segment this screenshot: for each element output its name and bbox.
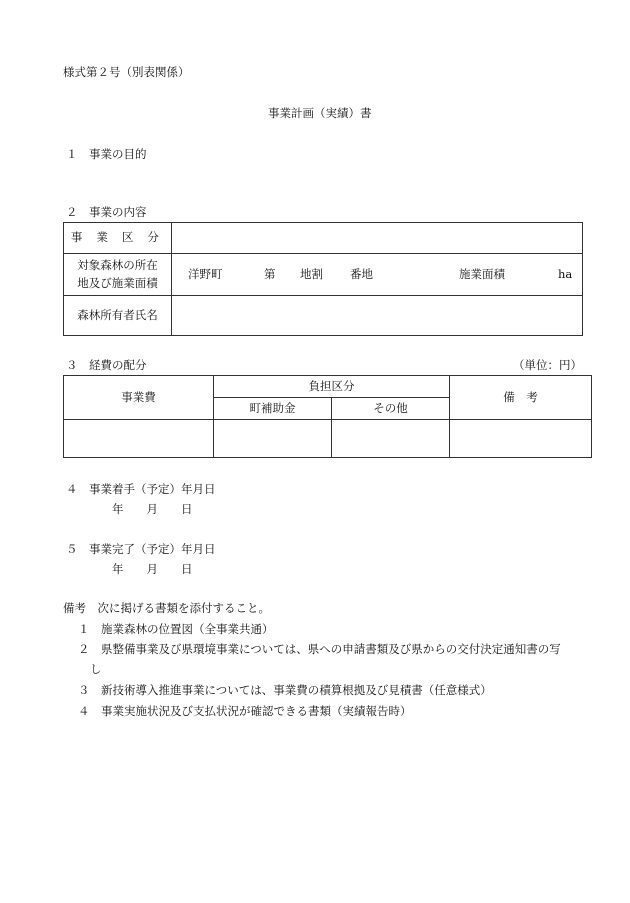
area-unit: ha xyxy=(558,266,573,281)
notes-item: １ 施業森林の位置図（全事業共通） xyxy=(78,622,274,636)
notes-item: ２ 県整備事業及び県環境事業については、県への申請書類及び県からの交付決定通知書の写 xyxy=(78,642,561,656)
business-content-table xyxy=(63,222,583,336)
subsidy-value[interactable] xyxy=(214,420,332,458)
remarks-value[interactable] xyxy=(450,420,592,458)
burden-header: 負担区分 xyxy=(214,376,450,398)
business-category-value[interactable] xyxy=(172,223,583,254)
location-value[interactable] xyxy=(172,254,583,296)
location-label: 対象森林の所在 地及び施業面積 xyxy=(64,254,172,296)
form-number: 様式第２号（別表関係） xyxy=(63,65,190,79)
notes-item-continuation: し xyxy=(90,662,102,676)
table-row xyxy=(64,296,583,336)
table-row xyxy=(64,254,583,296)
section4-date: 年 月 日 xyxy=(112,502,193,516)
section2-heading: ２ 事業の内容 xyxy=(66,205,147,219)
other-header: その他 xyxy=(332,398,450,420)
owner-label: 森林所有者氏名 xyxy=(64,296,172,336)
cost-value[interactable] xyxy=(64,420,214,458)
area-label: 施業面積 xyxy=(459,266,505,281)
notes-lead: 備考 次に掲げる書類を添付すること。 xyxy=(63,601,270,615)
remarks-header: 備 考 xyxy=(450,376,592,420)
dai-label: 第 xyxy=(264,266,276,281)
chiwari-label: 地割 xyxy=(300,266,323,281)
notes-item: ３ 新技術導入推進事業については、事業費の積算根拠及び見積書（任意様式） xyxy=(78,683,492,697)
unit-note: （単位：円） xyxy=(513,358,582,372)
cost-allocation-table xyxy=(63,375,592,458)
cost-header: 事業費 xyxy=(64,376,214,420)
section3-heading: ３ 経費の配分 xyxy=(66,358,147,372)
subsidy-header: 町補助金 xyxy=(214,398,332,420)
table-row xyxy=(64,376,592,398)
section5-date: 年 月 日 xyxy=(112,562,193,576)
table-row xyxy=(64,223,583,254)
business-category-label: 事 業 区 分 xyxy=(64,223,172,254)
section1-heading: １ 事業の目的 xyxy=(66,147,147,161)
document-title: 事業計画（実績）書 xyxy=(268,106,372,120)
other-value[interactable] xyxy=(332,420,450,458)
banchi-label: 番地 xyxy=(350,266,373,281)
section4-heading: ４ 事業着手（予定）年月日 xyxy=(66,482,216,496)
town-label: 洋野町 xyxy=(188,266,223,281)
section5-heading: ５ 事業完了（予定）年月日 xyxy=(66,542,216,556)
owner-value[interactable] xyxy=(172,296,583,336)
table-row xyxy=(64,420,592,458)
notes-item: ４ 事業実施状況及び支払状況が確認できる書類（実績報告時） xyxy=(78,704,412,718)
